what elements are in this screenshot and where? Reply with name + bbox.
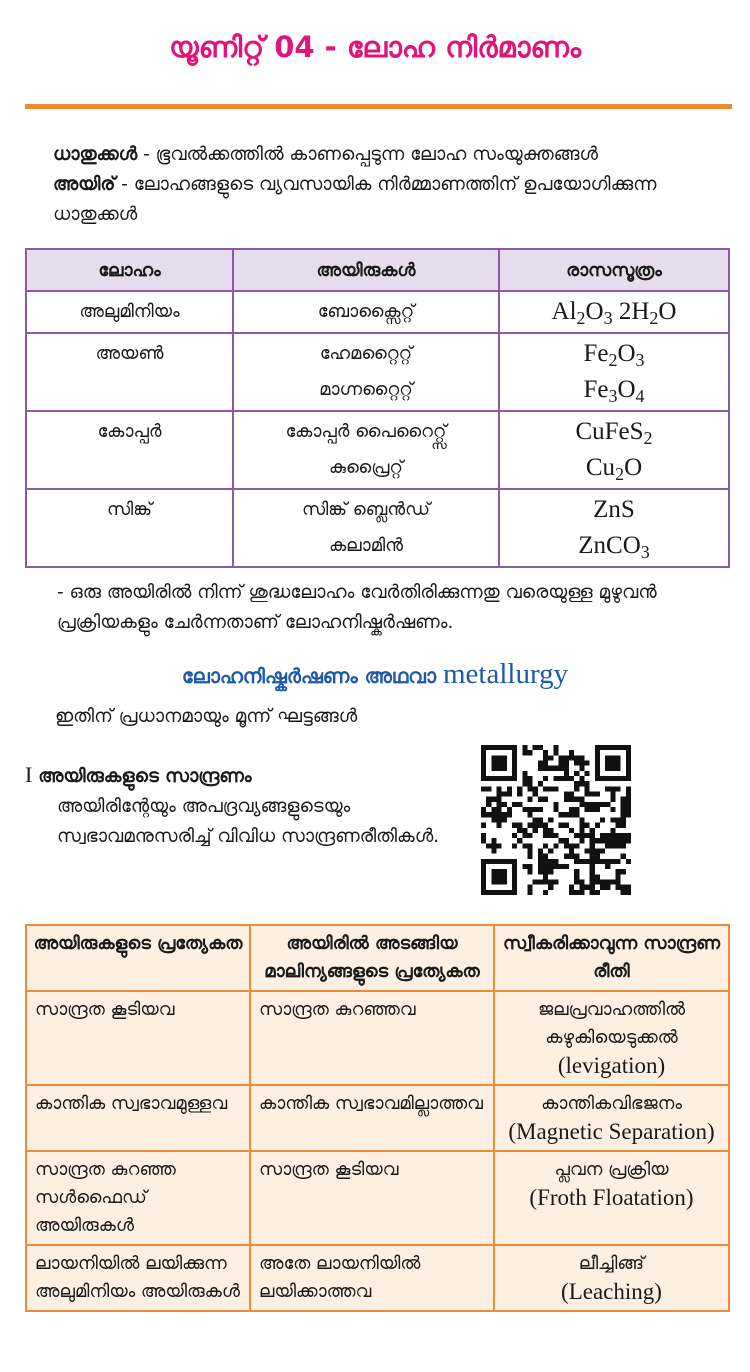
metal-cell (26, 291, 233, 333)
impurity-property: സാന്ദ്രത കൂടിയവ (259, 1159, 399, 1180)
ore-name: കലാമിൻ (328, 535, 404, 556)
ore-cell (233, 411, 499, 489)
impurity-property-cell (250, 1085, 494, 1151)
concentration-title: അയിരുകളുടെ സാന്ദ്രണം (38, 766, 252, 787)
column-header: അയിരുകളുടെ പ്രത്യേകത (26, 925, 250, 991)
method-name-ml: ജലപ്രവാഹത്തിൽ കഴുകിയെടുക്കൽ (537, 999, 686, 1048)
ore-cell (233, 489, 499, 567)
formula-cell (499, 489, 729, 567)
qr-code-icon[interactable] (480, 745, 632, 895)
chemical-formula: $Cu_2O$ (585, 454, 643, 485)
table-row (26, 1151, 729, 1245)
definition-text: - ലോഹങ്ങളുടെ വ്യവസായിക നിർമ്മാണത്തിന് ഉപയോഗിക്കുന്ന ധാതുക്കൾ (53, 174, 657, 225)
definition-ore (25, 170, 737, 230)
ore-name: മാഗ്നറ്റൈറ്റ് (319, 379, 413, 400)
ore-property: സാന്ദ്രത കൂടിയവ (35, 999, 175, 1020)
table-row (26, 1085, 729, 1151)
chemical-formula: $Fe_2O_3$ (583, 340, 645, 371)
page-title: യൂണിറ്റ് 04 - ലോഹ നിർമാണം (168, 30, 581, 64)
chemical-formula: ZnS (593, 496, 635, 523)
formula-cell (499, 411, 729, 489)
ore-name: ഹേമറ്റൈറ്റ് (319, 343, 413, 364)
method-name-ml: കാന്തികവിഭജനം (541, 1093, 682, 1114)
chemical-formula: $Fe_3O_4$ (583, 376, 645, 407)
table-row (26, 991, 729, 1085)
method-cell (494, 1245, 729, 1311)
table-row (26, 1245, 729, 1311)
metal-cell (26, 333, 233, 411)
ore-property-cell (26, 991, 250, 1085)
impurity-property: കാന്തിക സ്വഭാവമില്ലാത്തവ (259, 1093, 483, 1114)
metallurgy-definition (25, 578, 737, 638)
impurity-property: അതേ ലായനിയിൽ ലയിക്കാത്തവ (259, 1253, 421, 1302)
concentration-methods-table (25, 924, 730, 1312)
ore-table (25, 248, 730, 568)
method-name-ml: പ്ലവന പ്രക്രിയ (554, 1159, 669, 1180)
definitions (25, 140, 737, 230)
stages-text: ഇതിന് പ്രധാനമായും മൂന്ന് ഘട്ടങ്ങൾ (55, 706, 358, 727)
concentration-heading (25, 760, 465, 792)
column-header: അയിരുകൾ (233, 249, 499, 291)
table-row (26, 489, 729, 567)
table-row (26, 411, 729, 489)
ore-name: സിങ്ക് ബ്ലെൻഡ് (301, 499, 431, 520)
concentration-section (25, 760, 465, 852)
method-name-en: (Magnetic Separation) (508, 1119, 715, 1144)
ore-property: കാന്തിക സ്വഭാവമുള്ളവ (35, 1093, 228, 1114)
method-name-en: (levigation) (557, 1053, 666, 1078)
metal-name: കോപ്പർ (97, 421, 162, 442)
table-header-row (26, 249, 729, 291)
table-header-row (26, 925, 729, 991)
metallurgy-definition-text: - ഒരു അയിരിൽ നിന്ന് ശുദ്ധലോഹം വേർതിരിക്കുന്നതു വരെയുള്ള മുഴുവൻ പ്രക്രിയകളും ചേർന്നതാണ് ലോഹനിഷ്കർഷണം. (57, 582, 657, 633)
method-name-ml: ലീച്ചിങ്ങ് (578, 1253, 645, 1274)
ore-property-cell (26, 1151, 250, 1245)
column-header: സ്വീകരിക്കാവുന്ന സാന്ദ്രണ രീതി (494, 925, 729, 991)
ore-name: ബോക്സൈറ്റ് (317, 301, 415, 322)
section-heading-ml: ലോഹനിഷ്കർഷണം അഥവാ (181, 664, 436, 688)
ore-property: ലായനിയിൽ ലയിക്കുന്ന അലുമിനിയം അയിരുകൾ (35, 1253, 240, 1302)
ore-property-cell (26, 1245, 250, 1311)
method-cell (494, 991, 729, 1085)
metal-cell (26, 489, 233, 567)
impurity-property-cell (250, 991, 494, 1085)
method-cell (494, 1151, 729, 1245)
method-name-en: (Leaching) (561, 1279, 662, 1304)
ore-property-cell (26, 1085, 250, 1151)
definition-term: അയിര് (53, 174, 116, 195)
stage-numeral: I (25, 762, 33, 787)
definition-minerals (25, 140, 737, 170)
definition-term: ധാതുക്കൾ (53, 144, 138, 165)
title-divider (25, 104, 732, 109)
ore-property: സാന്ദ്രത കുറഞ്ഞ സൾഫൈഡ് അയിരുകൾ (35, 1159, 176, 1236)
concentration-text: അയിരിന്റേയും അപദ്രവ്യങ്ങളുടെയും സ്വഭാവമനുസരിച്ച് വിവിധ സാന്ദ്രണരീതികൾ. (57, 796, 440, 847)
chemical-formula: ZnCO$_3$ (578, 532, 650, 563)
chemical-formula: CuFeS$_2$ (575, 418, 653, 449)
method-name-en: (Froth Floatation) (529, 1185, 694, 1210)
impurity-property-cell (250, 1245, 494, 1311)
table-row (26, 291, 729, 333)
definition-text: - ഭൂവൽക്കത്തിൽ കാണപ്പെടുന്ന ലോഹ സംയുക്തങ്ങൾ (137, 144, 598, 165)
column-header: ലോഹം (26, 249, 233, 291)
ore-name: കോപ്പർ പൈറൈറ്റ്സ് (285, 421, 447, 442)
formula-cell (499, 333, 729, 411)
column-header: രാസസൂത്രം (499, 249, 729, 291)
formula-cell (499, 291, 729, 333)
method-cell (494, 1085, 729, 1151)
ore-table-body (26, 249, 729, 567)
metal-name: അലുമിനിയം (79, 301, 180, 322)
section-heading (0, 658, 750, 691)
chemical-formula: $Al_2O_3$ $2H_2O$ (551, 298, 677, 329)
impurity-property-cell (250, 1151, 494, 1245)
metal-cell (26, 411, 233, 489)
impurity-property: സാന്ദ്രത കുറഞ്ഞവ (259, 999, 416, 1020)
section-heading-en: metallurgy (442, 658, 569, 690)
ore-name: കുപ്രൈറ്റ് (329, 457, 403, 478)
table-row (26, 333, 729, 411)
ore-cell (233, 333, 499, 411)
metal-name: അയൺ (95, 343, 164, 364)
methods-table-body (26, 925, 729, 1311)
column-header: അയിരിൽ അടങ്ങിയ മാലിന്യങ്ങളുടെ പ്രത്യേകത (250, 925, 494, 991)
metal-name: സിങ്ക് (106, 499, 153, 520)
ore-cell (233, 291, 499, 333)
